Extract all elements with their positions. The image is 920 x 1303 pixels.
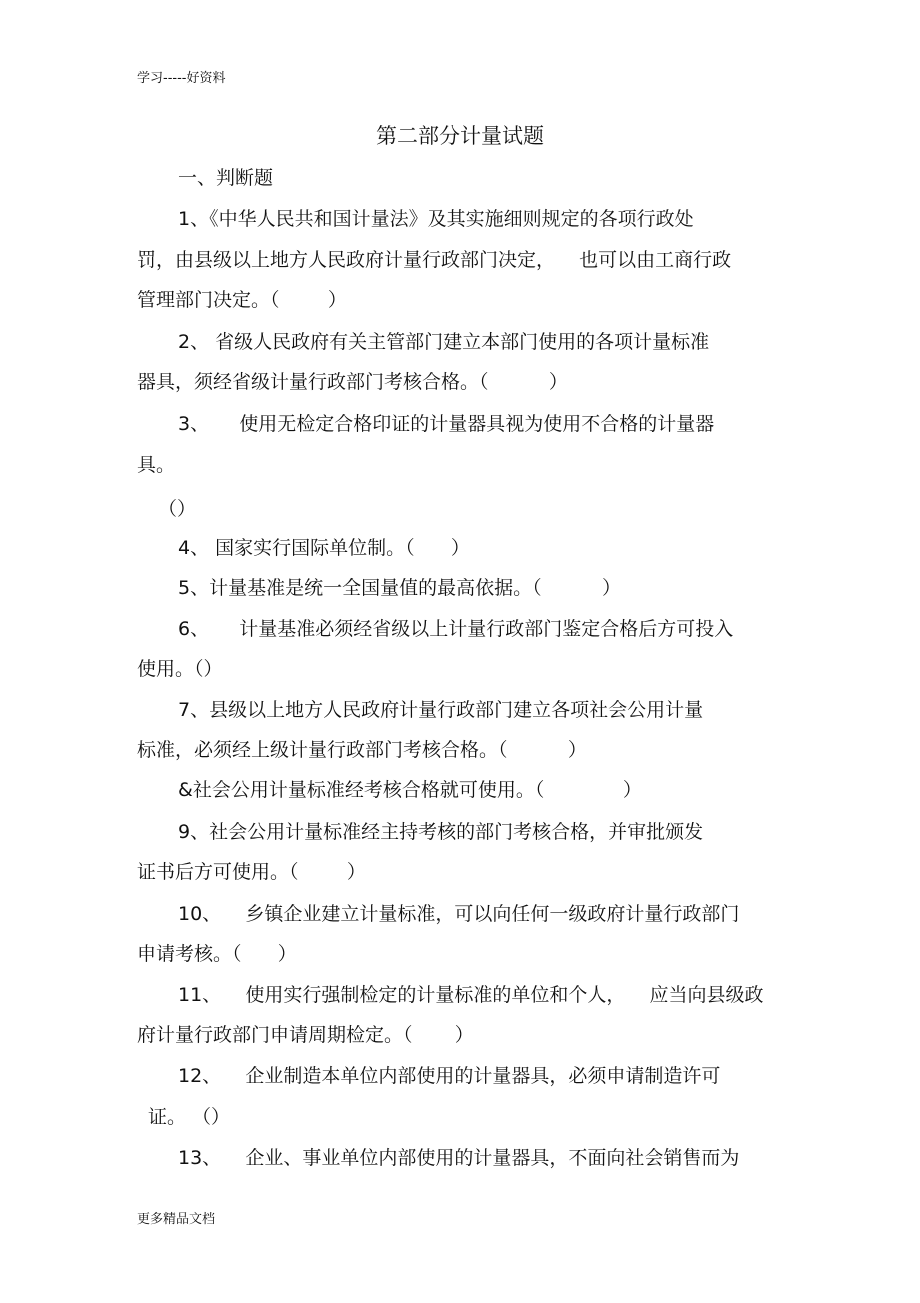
document-title: 第二部分计量试题: [376, 124, 544, 148]
question-12-line-2: 证。 （）: [148, 1106, 231, 1128]
question-1-line-3: 管理部门决定。（ ）: [137, 289, 347, 311]
question-12-line-1: 12、 企业制造本单位内部使用的计量器具，必须申请制造许可: [178, 1065, 721, 1087]
section-heading: 一、判断题: [178, 167, 274, 189]
question-1-line-2: 罚，由县级以上地方人民政府计量行政部门决定， 也可以由工商行政: [137, 249, 732, 271]
question-3-line-1: 3、 使用无检定合格印证的计量器具视为使用不合格的计量器: [178, 413, 715, 435]
question-9-line-2: 证书后方可使用。（ ）: [137, 861, 366, 883]
page-header-note: 学习-----好资料: [137, 71, 226, 86]
question-6-line-1: 6、 计量基准必须经省级以上计量行政部门鉴定合格后方可投入: [178, 618, 734, 640]
question-1-line-1: 1、《中华人民共和国计量法》及其实施细则规定的各项行政处: [178, 208, 694, 230]
question-13-line-1: 13、 企业、事业单位内部使用的计量器具，不面向社会销售而为: [178, 1147, 740, 1169]
page-footer-note: 更多精品文档: [137, 1212, 216, 1227]
question-8: &社会公用计量标准经考核合格就可使用。（ ）: [178, 779, 642, 801]
question-2-line-1: 2、 省级人民政府有关主管部门建立本部门使用的各项计量标准: [178, 331, 710, 353]
question-9-line-1: 9、社会公用计量标准经主持考核的部门考核合格，并审批颁发: [178, 821, 704, 843]
question-7-line-1: 7、县级以上地方人民政府计量行政部门建立各项社会公用计量: [178, 699, 704, 721]
question-5: 5、计量基准是统一全国量值的最高依据。（ ）: [178, 577, 621, 599]
question-7-line-2: 标准，必须经上级计量行政部门考核合格。（ ）: [137, 739, 587, 761]
question-11-line-2: 府计量行政部门申请周期检定。（ ）: [137, 1024, 474, 1046]
question-10-line-1: 10、 乡镇企业建立计量标准，可以向任何一级政府计量行政部门: [178, 903, 740, 925]
question-3-answer: （）: [158, 498, 197, 520]
question-11-line-1: 11、 使用实行强制检定的计量标准的单位和个人， 应当向县级政: [178, 984, 764, 1006]
question-10-line-2: 申请考核。（ ）: [137, 943, 297, 965]
question-3-line-2: 具。: [137, 454, 176, 476]
question-6-line-2: 使用。（）: [137, 658, 223, 680]
question-2-line-2: 器具，须经省级计量行政部门考核合格。（ ）: [137, 371, 568, 393]
question-4: 4、 国家实行国际单位制。（ ）: [178, 537, 470, 559]
